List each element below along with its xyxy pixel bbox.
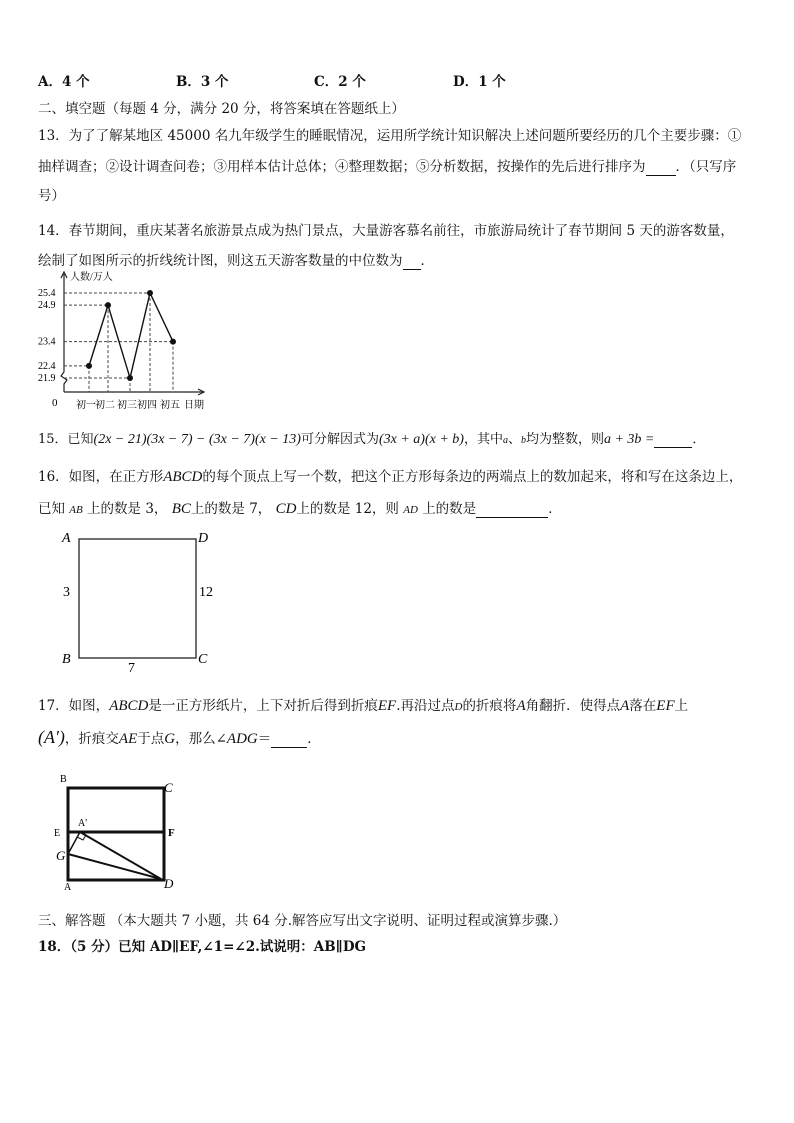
x-tick-label: 初二 [95,400,115,411]
side-cd-value: 12 [199,585,213,600]
q16-text: 16．如图，在正方形 [38,469,164,485]
label-g: G [56,848,66,863]
q16-ab-text: 上的数是 3， [87,501,168,517]
y-axis-title: 人数/万人 [70,272,113,283]
data-point [105,302,111,308]
q17-a2: A [620,698,630,714]
q16-end: ． [548,501,562,517]
q15-var-a: a [502,435,508,446]
q16-text-2: 的每个顶点上写一个数，把这个正方形每条边的两端点上的数加起来，将和写在这条边上， [202,469,743,485]
q17-text-6: 落在 [629,698,657,714]
q13-line1: 13．为了了解某地区 45000 名九年级学生的睡眠情况，运用所学统计知识解决上述问题所要经历的几个主要步骤：① [38,128,742,144]
data-point [170,339,176,345]
option-a: A．4 个 [38,74,90,90]
q17-ef: EF [377,698,397,714]
y-tick-label: 21.9 [38,373,56,384]
q16-cd-text: 上的数是 12，则 [296,501,399,517]
y-tick-label: 25.4 [38,288,56,299]
x-tick-label: 初一 [76,400,96,411]
q13-line2 [38,155,736,176]
section2-header: 二、填空题（每题 4 分，满分 20 分，将答案填在答题纸上） [38,101,405,117]
x-tick-label: 初四 [137,400,157,411]
y-tick-label: 22.4 [38,360,56,372]
q16-line1 [38,465,742,486]
q17-ef2: EF [656,698,675,714]
q14-line2 [38,249,434,270]
vertex-b-label: B [62,652,71,667]
q17-line1 [38,694,688,715]
label-d: D [164,876,174,891]
series-line [89,293,173,378]
q15-prefix: 15．已知 [38,432,94,447]
q17-line2 [38,727,321,748]
x-tick-label: 初三 [117,400,137,411]
q17-abcd: ABCD [109,698,149,714]
q16-abcd: ABCD [163,469,203,485]
data-point [127,375,133,381]
side-bc-value: 7 [128,661,135,676]
q16-ad: AD [403,504,418,516]
q14-text: 绘制了如图所示的折线统计图，则这五天游客数量的中位数为 [38,253,403,269]
q15-answer-blank [654,432,692,448]
q13-text-end: ．（只写序 [675,159,737,175]
square-abcd [79,539,196,658]
vertex-a-label: A [62,531,71,546]
q17-end: ． [307,731,321,747]
x-tick-label: 初五 [160,400,180,411]
q17-folding-figure [50,770,190,894]
q16-bc-text: 上的数是 7， [190,501,272,517]
q15-target-expression: a + 3b = [603,432,655,447]
q15-mid2: ，其中 [463,432,503,447]
q15-var-b: b [520,435,526,446]
data-point [86,363,92,369]
q17-a-prime: (A′) [38,727,65,747]
x-axis-title: 日期 [184,400,204,411]
segment-a-prime-g [68,832,80,854]
label-f: F [168,827,175,839]
q13-answer-blank [646,159,676,176]
q15-sep: 、 [507,432,521,447]
vertex-d-label: D [198,531,209,546]
q16-cd: CD [275,501,297,517]
q16-line2 [38,497,562,518]
q17-text-2: 是一正方形纸片，上下对折后得到折痕 [148,698,378,714]
q17-ae: AE [118,731,138,747]
label-c: C [164,780,173,795]
label-b: B [60,774,67,785]
q18-line: 18．（5 分）已知 AD∥EF,∠1=∠2.试说明：AB∥DG [38,939,367,955]
q17-text-5: 角翻折．使得点 [525,698,621,714]
q17-text-4: 的折痕将 [462,698,517,714]
q17-a: A [516,698,526,714]
q17-angle-text: ，那么∠ [175,731,227,747]
segment-a-prime-d [80,832,161,879]
option-d: D．1 个 [453,74,506,90]
q15-line [38,428,705,448]
q17-text: 17．如图， [38,698,110,714]
data-point [147,290,153,296]
option-c: C．2 个 [314,74,366,90]
q14-line-chart [34,268,220,414]
q15-expression: (2x − 21)(3x − 7) − (3x − 7)(x − 13) [93,432,301,447]
q17-text-7: 上 [674,698,689,714]
y-tick-label: 23.4 [38,336,56,348]
q17-adg: ADG [226,731,258,747]
q17-text-3: .再沿过点 [396,698,455,714]
fold-line-gd [68,854,161,879]
q16-bc: BC [171,501,191,517]
q17-g: G [164,731,176,747]
q14-text-end: ． [420,253,434,269]
q14-answer-blank [403,253,421,270]
q15-factored-form: (3x + a)(x + b) [378,432,464,447]
origin-label: 0 [52,397,58,409]
q15-end: ． [692,432,706,447]
q13-text: 抽样调查；②设计调查问卷；③用样本估计总体；④整理数据；⑤分析数据，按操作的先后进行排序为 [38,159,646,175]
q13-line3: 号） [38,188,65,204]
side-ab-value: 3 [63,585,70,600]
q16-ab: AB [69,504,83,516]
y-tick-label: 24.9 [38,300,56,312]
q15-mid: 可分解因式为 [300,432,379,447]
section3-header: 三、解答题 （本大题共 7 小题，共 64 分.解答应写出文字说明、证明过程或演算步骤.） [38,913,567,929]
q17-eq: ＝ [257,731,272,747]
option-b: B．3 个 [176,74,229,90]
q16-answer-blank [476,501,548,518]
label-a: A [64,882,72,893]
label-a-prime: A' [78,818,88,829]
y-axis-break [61,372,67,392]
q14-line1: 14．春节期间，重庆某著名旅游景点成为热门景点，大量游客慕名前往，市旅游局统计了春节期间 5 天的游客数量， [38,223,734,239]
label-e: E [54,828,61,839]
q17-text-9: 于点 [137,731,165,747]
q17-text-8: ，折痕交 [64,731,119,747]
q17-d: D [454,701,463,713]
q16-ad-text: 上的数是 [422,501,477,517]
q15-mid3: 均为整数，则 [525,432,604,447]
q16-square-figure [52,528,232,678]
q17-answer-blank [271,731,307,748]
q16-given: 已知 [38,501,65,517]
vertex-c-label: C [198,652,208,667]
